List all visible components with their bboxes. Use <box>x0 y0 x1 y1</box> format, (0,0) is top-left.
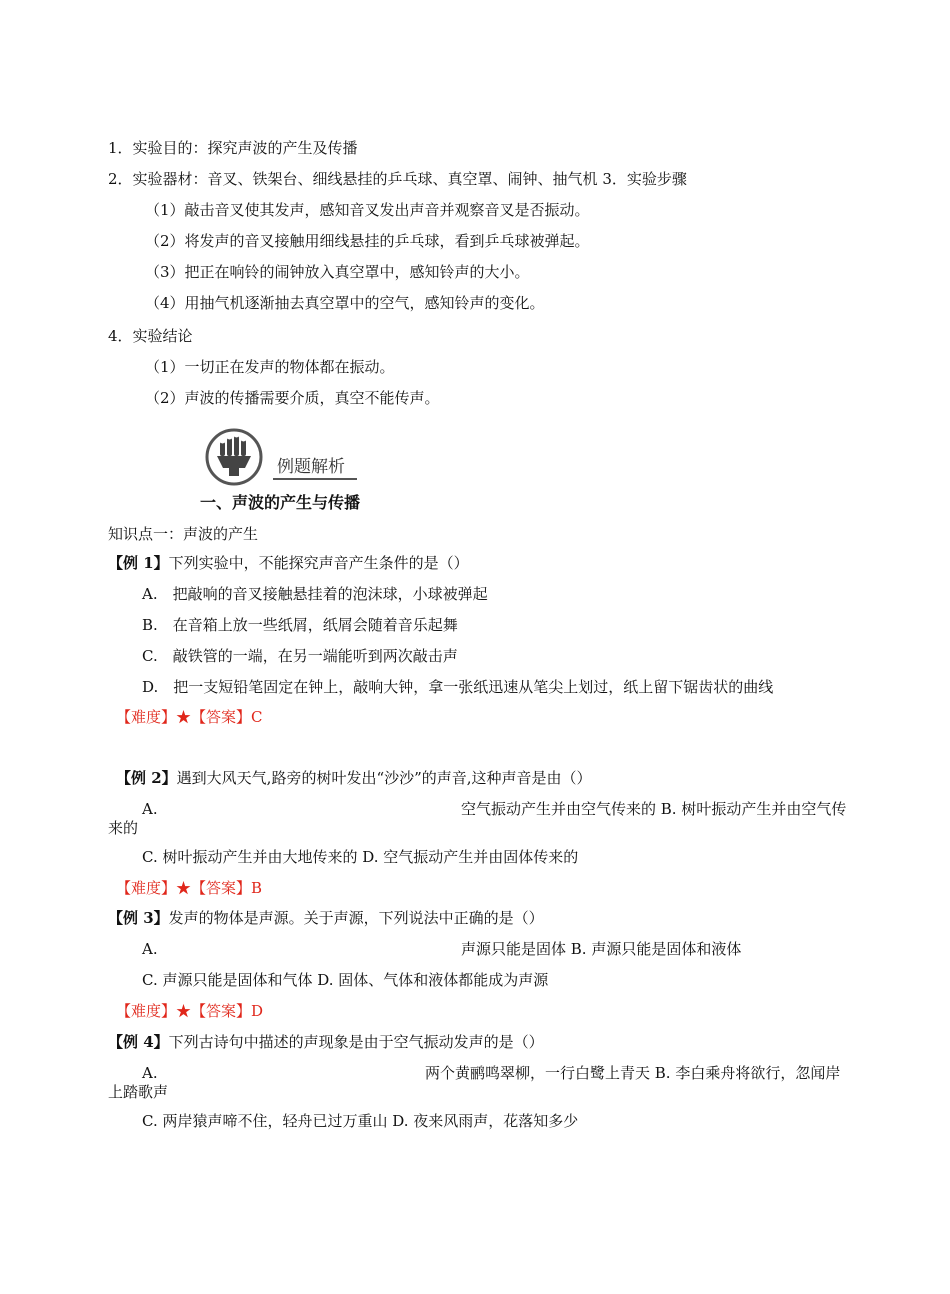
step-4: （4）用抽气机逐渐抽去真空罩中的空气，感知铃声的变化。 <box>145 294 545 312</box>
badge-underline <box>273 478 357 480</box>
example-1-question <box>108 553 469 573</box>
example-2-option-ab: 空气振动产生并由空气传来的 B. 树叶振动产生并由空气传 <box>461 800 847 818</box>
example-2-tag: 【例 2】 <box>116 769 177 787</box>
example-2-option-b-wrap: 来的 <box>108 819 139 837</box>
intro-item-1: 1．实验目的：探究声波的产生及传播 <box>108 139 358 157</box>
step-3: （3）把正在响铃的闹钟放入真空罩中，感知铃声的大小。 <box>145 263 530 281</box>
example-1-tag: 【例 1】 <box>108 554 169 572</box>
example-1-option-d: D. 把一支短铅笔固定在钟上，敲响大钟，拿一张纸迅速从笔尖上划过，纸上留下锯齿状的曲线 <box>142 678 774 696</box>
example-4-option-ab: 两个黄鹂鸣翠柳，一行白鹭上青天 B. 李白乘舟将欲行，忽闻岸 <box>425 1064 841 1082</box>
intro-item-2: 2．实验器材：音叉、铁架台、细线悬挂的乒乓球、真空罩、闹钟、抽气机 3．实验步骤 <box>108 170 687 188</box>
abacus-icon <box>205 428 267 486</box>
example-1-answer: 【难度】★【答案】C <box>116 708 263 726</box>
example-3-option-cd: C. 声源只能是固体和气体 D. 固体、气体和液体都能成为声源 <box>142 971 549 989</box>
example-2-option-cd: C. 树叶振动产生并由大地传来的 D. 空气振动产生并由固体传来的 <box>142 848 579 866</box>
example-1-option-c: C. 敲铁管的一端，在另一端能听到两次敲击声 <box>142 647 458 665</box>
knowledge-point: 知识点一：声波的产生 <box>108 525 259 543</box>
example-badge <box>205 428 355 486</box>
example-3-option-a-label: A. <box>142 940 158 958</box>
badge-label: 例题解析 <box>277 457 345 477</box>
example-3-option-ab: 声源只能是固体 B. 声源只能是固体和液体 <box>461 940 742 958</box>
example-2-question <box>116 768 592 788</box>
example-3-text: 发声的物体是声源。关于声源，下列说法中正确的是（） <box>168 909 544 927</box>
example-2-answer: 【难度】★【答案】B <box>116 879 263 897</box>
example-2-option-a-label: A. <box>142 800 158 818</box>
example-4-text: 下列古诗句中描述的声现象是由于空气振动发声的是（） <box>168 1033 544 1051</box>
example-4-question <box>108 1032 544 1052</box>
example-4-option-b-wrap: 上踏歌声 <box>108 1083 169 1101</box>
example-3-tag: 【例 3】 <box>108 909 169 927</box>
example-1-option-b: B. 在音箱上放一些纸屑，纸屑会随着音乐起舞 <box>142 616 458 634</box>
example-1-option-a: A. 把敲响的音叉接触悬挂着的泡沫球，小球被弹起 <box>142 585 488 603</box>
section-title: 一、声波的产生与传播 <box>200 493 361 512</box>
example-4-option-cd: C. 两岸猿声啼不住，轻舟已过万重山 D. 夜来风雨声，花落知多少 <box>142 1112 579 1130</box>
example-3-question <box>108 908 544 928</box>
example-3-answer: 【难度】★【答案】D <box>116 1002 264 1020</box>
intro-item-4: 4．实验结论 <box>108 327 193 345</box>
example-2-text: 遇到大风天气,路旁的树叶发出“沙沙”的声音,这种声音是由（） <box>176 769 592 787</box>
conclusion-2: （2）声波的传播需要介质，真空不能传声。 <box>145 389 440 407</box>
example-4-tag: 【例 4】 <box>108 1033 169 1051</box>
example-4-option-a-label: A. <box>142 1064 158 1082</box>
example-1-text: 下列实验中，不能探究声音产生条件的是（） <box>168 554 469 572</box>
step-2: （2）将发声的音叉接触用细线悬挂的乒乓球，看到乒乓球被弹起。 <box>145 232 590 250</box>
conclusion-1: （1）一切正在发声的物体都在振动。 <box>145 358 395 376</box>
step-1: （1）敲击音叉使其发声，感知音叉发出声音并观察音叉是否振动。 <box>145 201 590 219</box>
